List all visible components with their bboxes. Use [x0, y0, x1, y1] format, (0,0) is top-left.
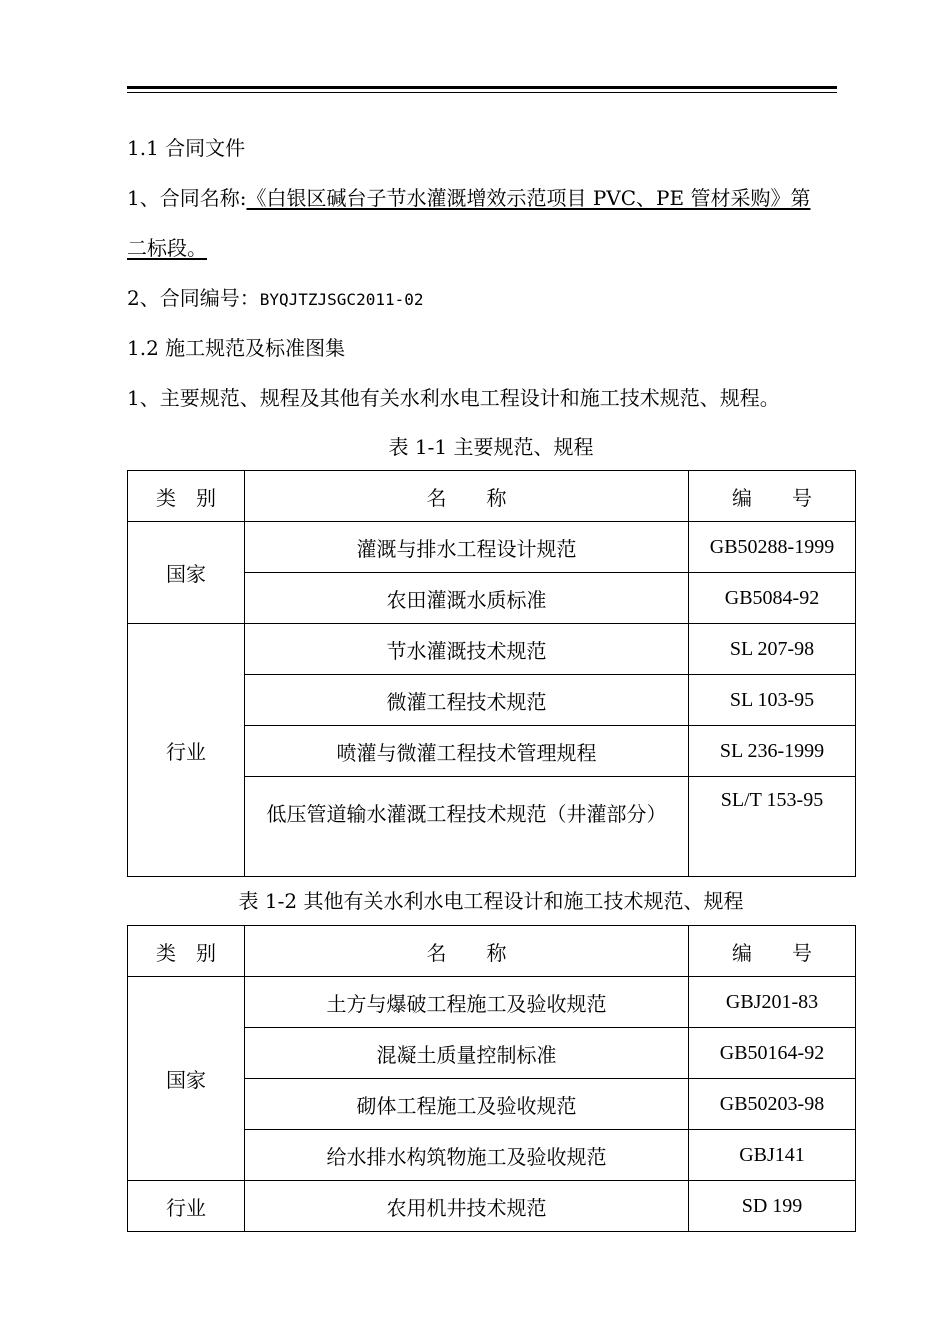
spec-table-1 — [127, 470, 856, 877]
spec-table-2 — [127, 925, 856, 1232]
table-row — [128, 977, 856, 1028]
standard-name: 低压管道输水灌溉工程技术规范（井灌部分） — [245, 777, 689, 877]
header-name: 名 称 — [245, 471, 689, 522]
category-cell: 国家 — [128, 522, 245, 624]
header-rule-thick — [127, 86, 837, 89]
intro-line: 1、主要规范、规程及其他有关水利水电工程设计和施工技术规范、规程。 — [127, 386, 780, 410]
standard-code: SL 236-1999 — [689, 726, 856, 777]
category-cell: 国家 — [128, 977, 245, 1181]
standard-code: GB50203-98 — [689, 1079, 856, 1130]
standard-code: SL/T 153-95 — [689, 777, 856, 877]
contract-no-label: 2、合同编号： — [127, 286, 260, 310]
table-header-row — [128, 471, 856, 522]
contract-no-value: BYQJTZJSGC2011-02 — [259, 290, 424, 309]
standard-name: 砌体工程施工及验收规范 — [245, 1079, 689, 1130]
contract-no-line — [127, 285, 424, 313]
standard-name: 喷灌与微灌工程技术管理规程 — [245, 726, 689, 777]
standard-name: 农田灌溉水质标准 — [245, 573, 689, 624]
header-rule-thin — [127, 92, 837, 93]
category-cell: 行业 — [128, 1181, 245, 1232]
standard-code: GBJ201-83 — [689, 977, 856, 1028]
standard-name: 混凝土质量控制标准 — [245, 1028, 689, 1079]
table-row — [128, 522, 856, 573]
standard-code: GB50288-1999 — [689, 522, 856, 573]
section-heading-1-2: 1.2 施工规范及标准图集 — [127, 336, 346, 360]
header-category: 类 别 — [128, 926, 245, 977]
standard-code: SL 103-95 — [689, 675, 856, 726]
contract-name-label: 1、合同名称: — [127, 186, 247, 210]
section-heading-1-1: 1.1 合同文件 — [127, 136, 246, 160]
standard-code: SL 207-98 — [689, 624, 856, 675]
standard-name: 土方与爆破工程施工及验收规范 — [245, 977, 689, 1028]
standard-code: GB50164-92 — [689, 1028, 856, 1079]
header-category: 类 别 — [128, 471, 245, 522]
standard-name: 灌溉与排水工程设计规范 — [245, 522, 689, 573]
table1-caption: 表 1-1 主要规范、规程 — [388, 435, 594, 459]
header-name: 名 称 — [245, 926, 689, 977]
standard-code: GBJ141 — [689, 1130, 856, 1181]
contract-name-line-2 — [127, 235, 207, 261]
standard-name: 给水排水构筑物施工及验收规范 — [245, 1130, 689, 1181]
contract-name-value-cont: 二标段。 — [127, 236, 207, 260]
standard-name: 农用机井技术规范 — [245, 1181, 689, 1232]
table-row — [128, 1181, 856, 1232]
contract-name-line — [127, 185, 810, 211]
header-code: 编 号 — [689, 926, 856, 977]
standard-name: 节水灌溉技术规范 — [245, 624, 689, 675]
table-row — [128, 624, 856, 675]
standard-code: SD 199 — [689, 1181, 856, 1232]
standard-code: GB5084-92 — [689, 573, 856, 624]
header-code: 编 号 — [689, 471, 856, 522]
category-cell: 行业 — [128, 624, 245, 877]
table-header-row — [128, 926, 856, 977]
standard-name: 微灌工程技术规范 — [245, 675, 689, 726]
table2-caption: 表 1-2 其他有关水利水电工程设计和施工技术规范、规程 — [238, 889, 744, 913]
contract-name-value: 《白银区碱台子节水灌溉增效示范项目 PVC、PE 管材采购》第 — [246, 186, 811, 210]
